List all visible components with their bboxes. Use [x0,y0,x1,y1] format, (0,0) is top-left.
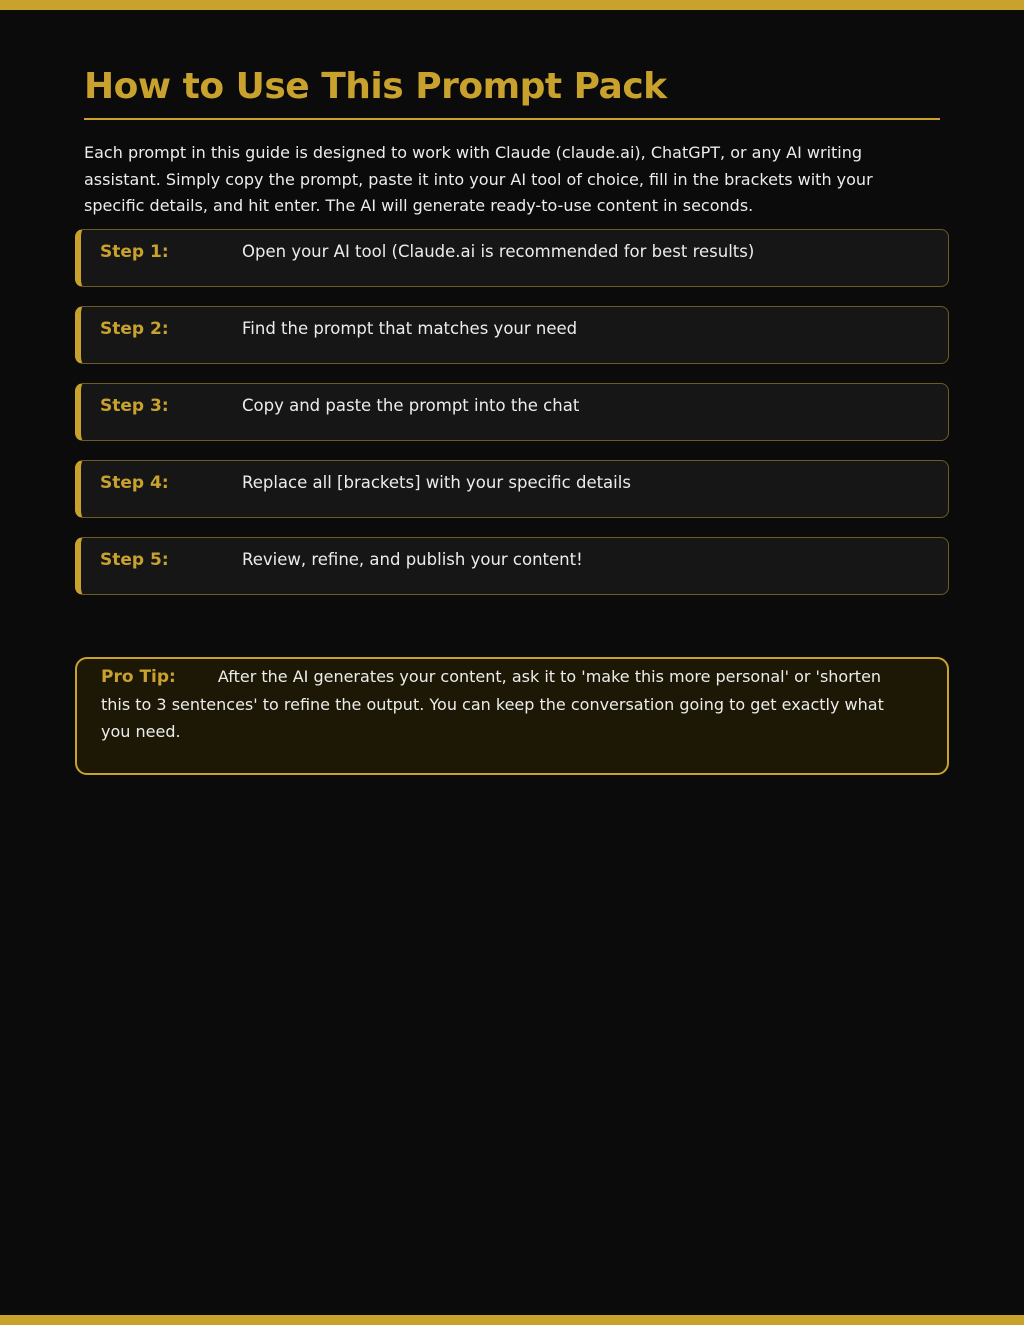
step-card-3 [75,383,949,441]
step-card-4 [75,460,949,518]
pro-tip-box [75,657,949,775]
step-text: Open your AI tool (Claude.ai is recommended for best results) [242,242,755,261]
bottom-accent-bar [0,1315,1024,1325]
step-label: Step 2: [100,319,169,339]
page-title: How to Use This Prompt Pack [84,66,667,107]
step-card-1 [75,229,949,287]
step-label: Step 1: [100,242,169,262]
step-text: Replace all [brackets] with your specific details [242,473,631,492]
step-card-2 [75,306,949,364]
pro-tip-content [101,663,901,745]
pro-tip-label: Pro Tip: [101,667,176,687]
intro-paragraph: Each prompt in this guide is designed to work with Claude (claude.ai), ChatGPT, or any AI writing assistant. Simply copy the prompt, paste it into your AI tool of choice, fill in the brackets with your specific details, and hit enter. The AI will generate ready-to-use content in seconds. [84,143,873,215]
pro-tip-text: After the AI generates your content, ask it to 'make this more personal' or 'shorten this to 3 sentences' to refine the output. You can keep the conversation going to get exactly what you need. [101,667,884,741]
step-text: Find the prompt that matches your need [242,319,578,338]
title-divider [84,118,940,120]
step-label: Step 4: [100,473,169,493]
top-accent-bar [0,0,1024,10]
step-text: Review, refine, and publish your content! [242,550,583,569]
step-card-5 [75,537,949,595]
step-text: Copy and paste the prompt into the chat [242,396,580,415]
step-label: Step 5: [100,550,169,570]
step-label: Step 3: [100,396,169,416]
